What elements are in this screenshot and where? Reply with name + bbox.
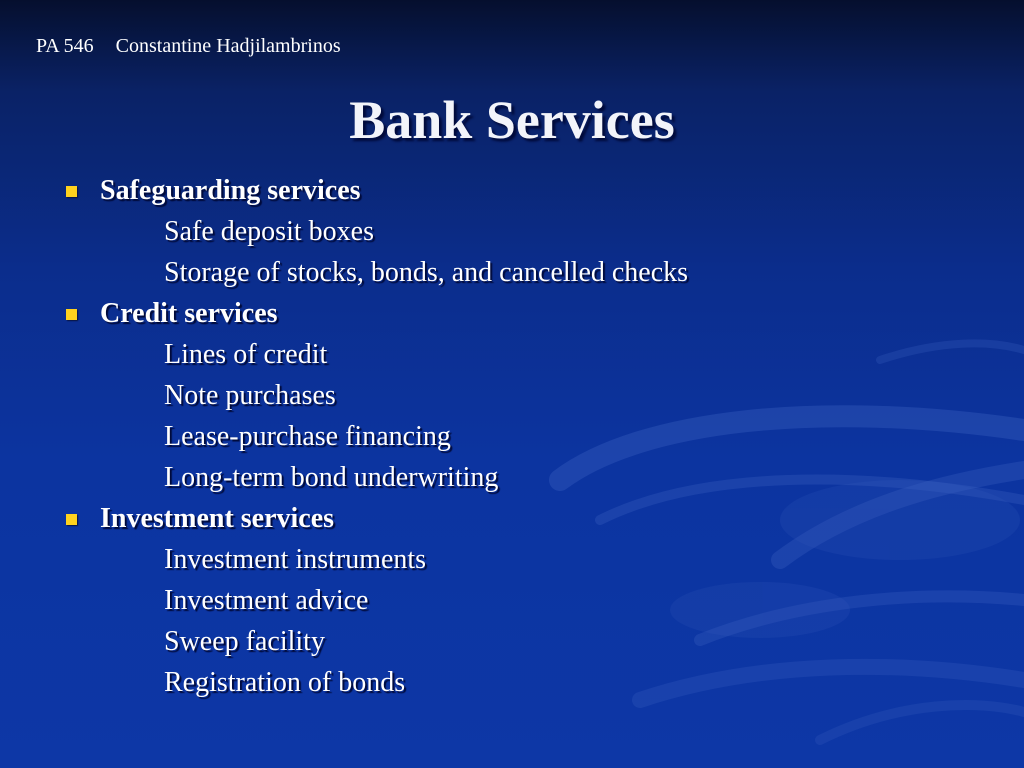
list-item: Long-term bond underwriting [164,462,499,493]
section-heading-label: Investment services [100,503,335,534]
list-item: Note purchases [164,380,336,411]
list-item: Storage of stocks, bonds, and cancelled checks [164,257,689,288]
square-bullet-icon [66,514,77,525]
list-item: Registration of bonds [164,667,406,698]
square-bullet-icon [66,309,77,320]
list-item: Lines of credit [164,339,328,370]
list-item: Lease-purchase financing [164,421,451,452]
list-item: Sweep facility [164,626,325,657]
square-bullet-icon [66,186,77,197]
slide-title: Bank Services [349,90,675,150]
list-item: Safe deposit boxes [164,216,374,247]
section-heading-safeguarding [62,170,982,211]
list-item: Investment instruments [164,544,427,575]
section-heading-credit [62,293,982,334]
list-item: Investment advice [164,585,369,616]
author-name: Constantine Hadjilambrinos [115,35,341,57]
section-heading-label: Safeguarding services [100,175,361,206]
slide-content [62,170,982,703]
section-heading-investment [62,498,982,539]
section-heading-label: Credit services [100,298,278,329]
slide-header [36,34,341,58]
course-code: PA 546 [36,35,94,57]
